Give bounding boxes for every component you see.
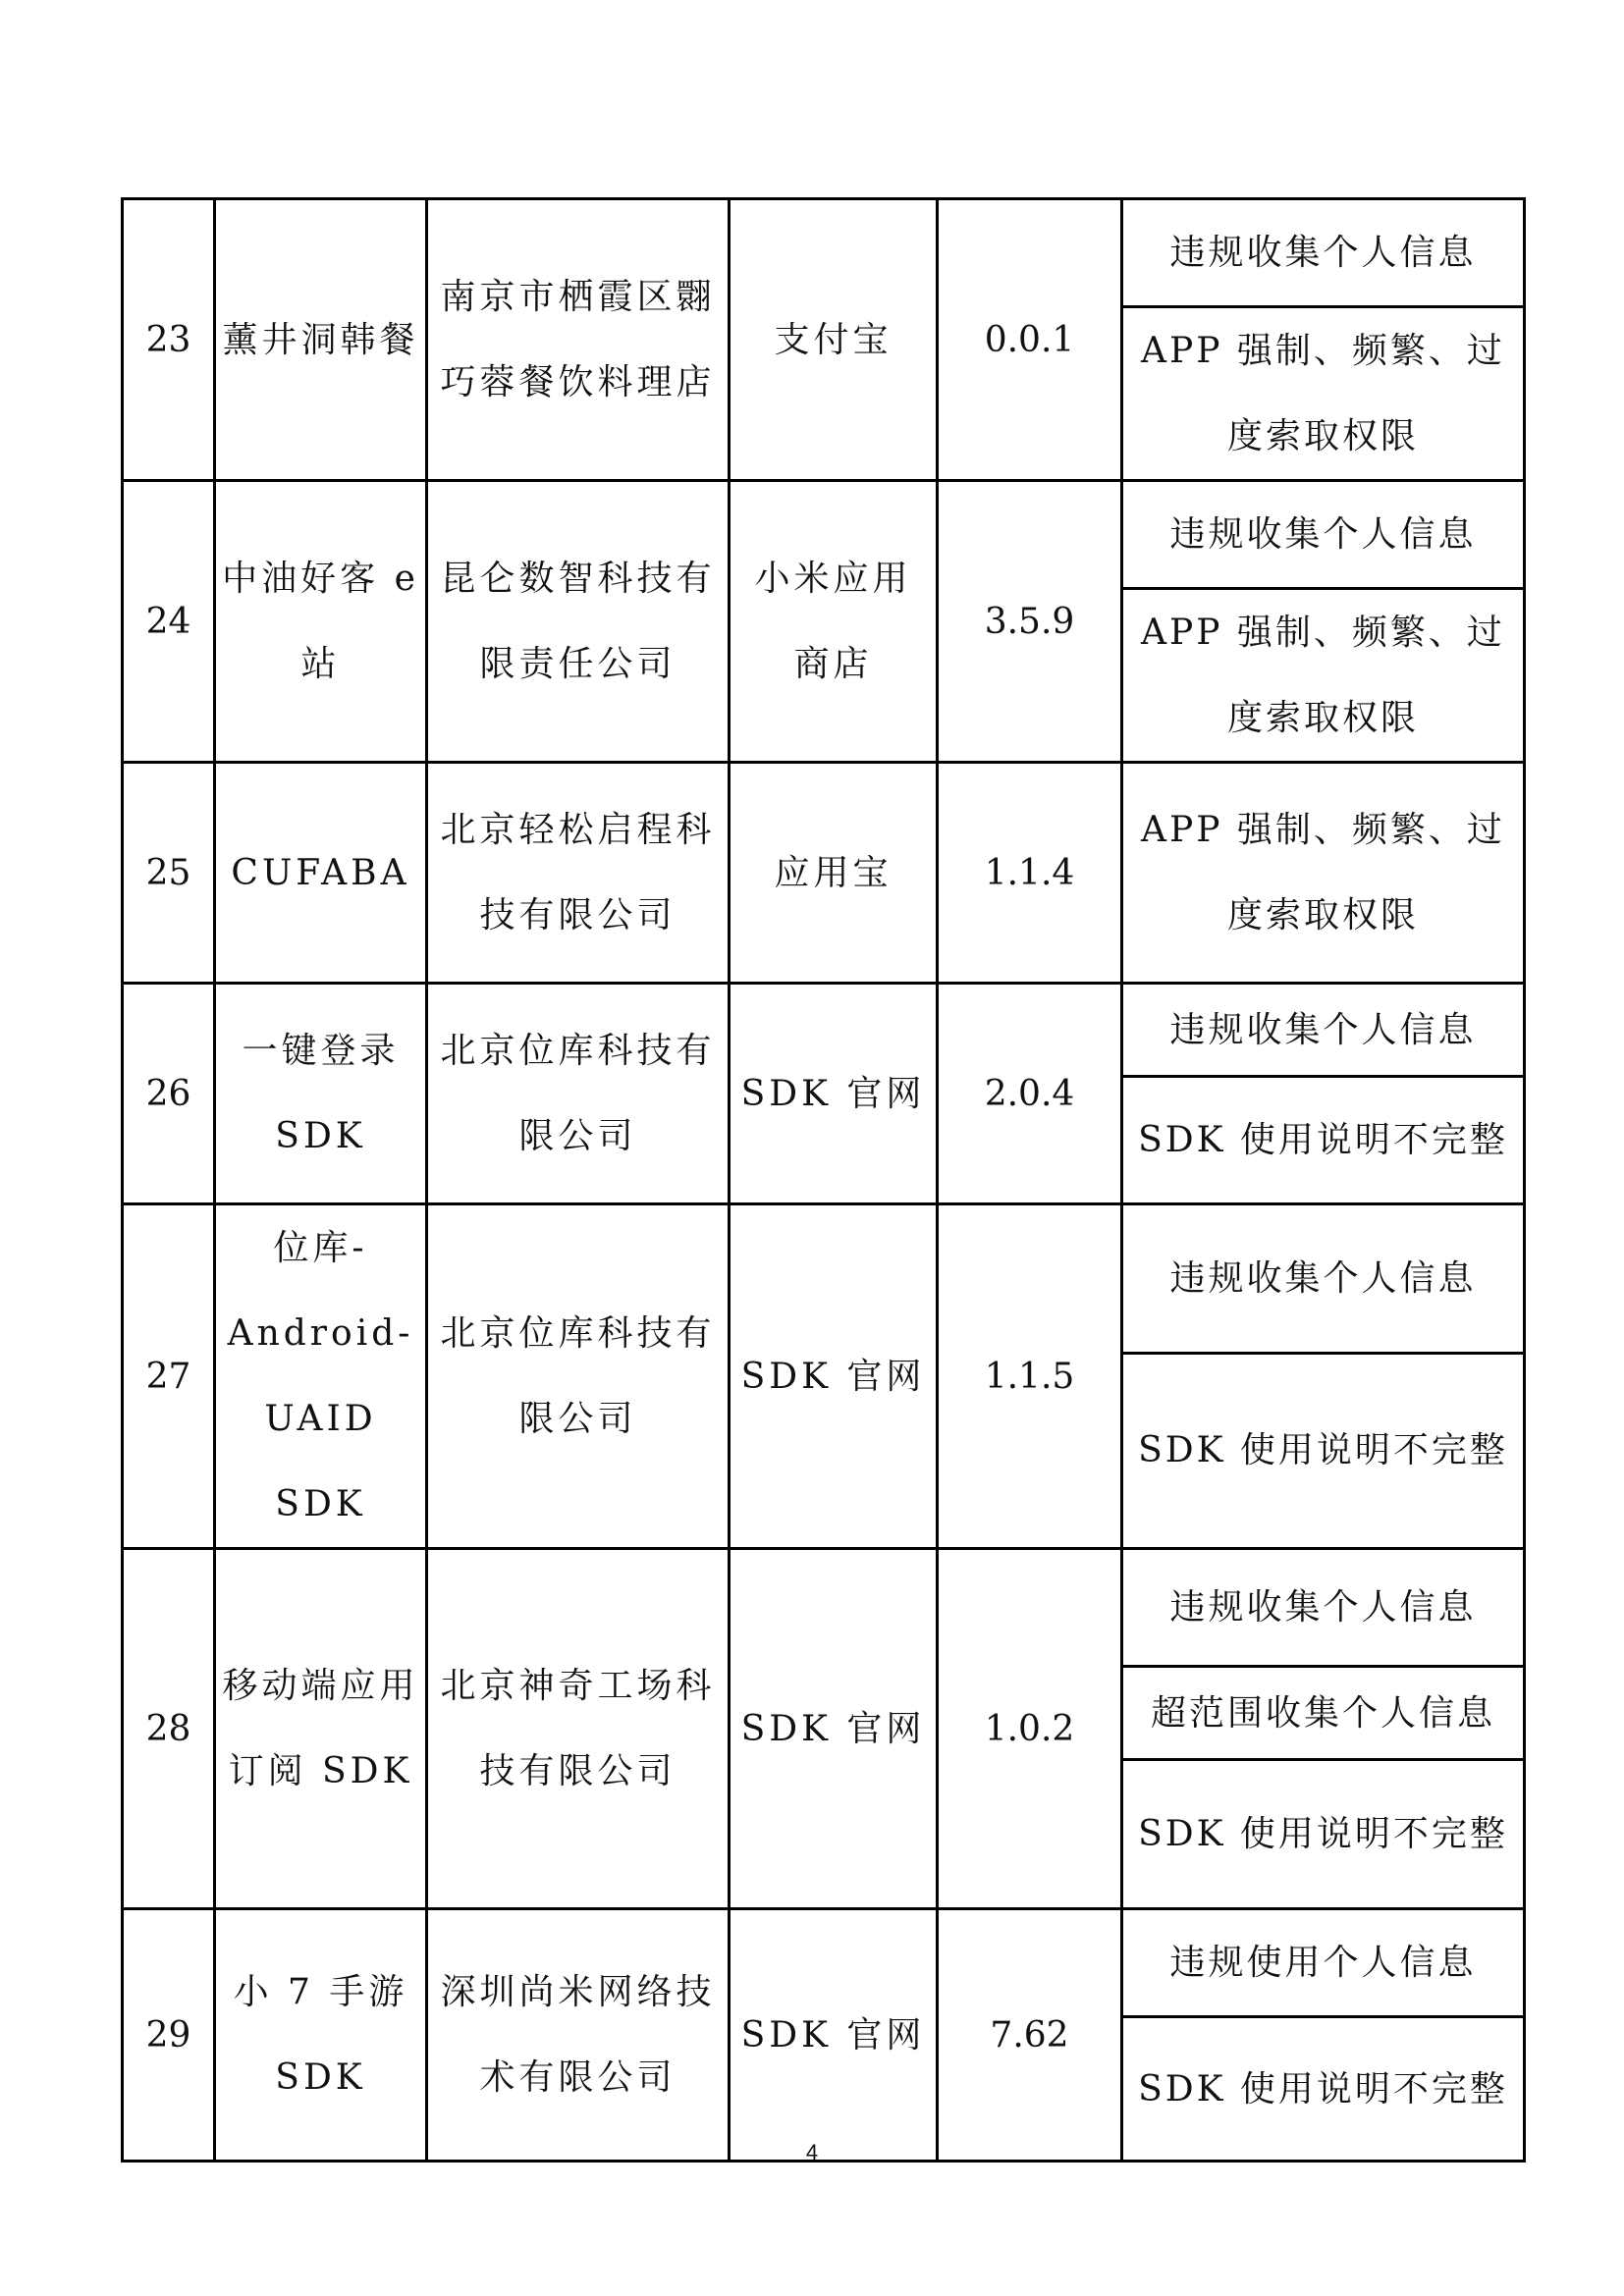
company-name: 北京位库科技有限公司 <box>427 1204 730 1549</box>
app-name: 小 7 手游 SDK <box>215 1909 427 2162</box>
app-name: 移动端应用订阅 SDK <box>215 1549 427 1909</box>
version: 3.5.9 <box>938 481 1122 763</box>
table-row <box>123 984 1525 1077</box>
issue-cell: SDK 使用说明不完整 <box>1122 2017 1525 2162</box>
company-name: 深圳尚米网络技术有限公司 <box>427 1909 730 2162</box>
issue-cell: 违规收集个人信息 <box>1122 1204 1525 1354</box>
source: SDK 官网 <box>730 984 938 1204</box>
issue-cell: APP 强制、频繁、过度索取权限 <box>1122 307 1525 481</box>
source: SDK 官网 <box>730 1204 938 1549</box>
source: SDK 官网 <box>730 1909 938 2162</box>
app-name: 一键登录 SDK <box>215 984 427 1204</box>
source: 应用宝 <box>730 763 938 984</box>
issue-cell: 违规收集个人信息 <box>1122 481 1525 589</box>
version: 1.0.2 <box>938 1549 1122 1909</box>
issue-cell: 违规收集个人信息 <box>1122 1549 1525 1667</box>
issue-cell: SDK 使用说明不完整 <box>1122 1077 1525 1204</box>
table-row <box>123 1204 1525 1354</box>
table-row <box>123 1909 1525 2017</box>
issue-cell: APP 强制、频繁、过度索取权限 <box>1122 589 1525 763</box>
row-number: 27 <box>123 1204 215 1549</box>
table-row <box>123 481 1525 589</box>
issue-cell: 违规使用个人信息 <box>1122 1909 1525 2017</box>
company-name: 昆仑数智科技有限责任公司 <box>427 481 730 763</box>
issue-cell: 超范围收集个人信息 <box>1122 1667 1525 1760</box>
version: 1.1.4 <box>938 763 1122 984</box>
row-number: 23 <box>123 199 215 481</box>
row-number: 24 <box>123 481 215 763</box>
table-row <box>123 199 1525 307</box>
issue-cell: APP 强制、频繁、过度索取权限 <box>1122 763 1525 984</box>
violations-table <box>121 197 1526 2163</box>
company-name: 北京位库科技有限公司 <box>427 984 730 1204</box>
version: 2.0.4 <box>938 984 1122 1204</box>
row-number: 29 <box>123 1909 215 2162</box>
app-name: 中油好客 e 站 <box>215 481 427 763</box>
company-name: 北京神奇工场科技有限公司 <box>427 1549 730 1909</box>
issue-cell: SDK 使用说明不完整 <box>1122 1760 1525 1909</box>
issue-cell: 违规收集个人信息 <box>1122 199 1525 307</box>
row-number: 25 <box>123 763 215 984</box>
version: 0.0.1 <box>938 199 1122 481</box>
app-name: 薰井洞韩餐 <box>215 199 427 481</box>
company-name: 北京轻松启程科技有限公司 <box>427 763 730 984</box>
source: 支付宝 <box>730 199 938 481</box>
page-number: 4 <box>805 2140 819 2164</box>
table-row <box>123 763 1525 984</box>
issue-cell: 违规收集个人信息 <box>1122 984 1525 1077</box>
app-name: 位库-Android-UAID SDK <box>215 1204 427 1549</box>
app-name: CUFABA <box>215 763 427 984</box>
source: 小米应用商店 <box>730 481 938 763</box>
version: 7.62 <box>938 1909 1122 2162</box>
table-row <box>123 1549 1525 1667</box>
row-number: 28 <box>123 1549 215 1909</box>
source: SDK 官网 <box>730 1549 938 1909</box>
company-name: 南京市栖霞区翾巧蓉餐饮料理店 <box>427 199 730 481</box>
issue-cell: SDK 使用说明不完整 <box>1122 1353 1525 1548</box>
version: 1.1.5 <box>938 1204 1122 1549</box>
row-number: 26 <box>123 984 215 1204</box>
